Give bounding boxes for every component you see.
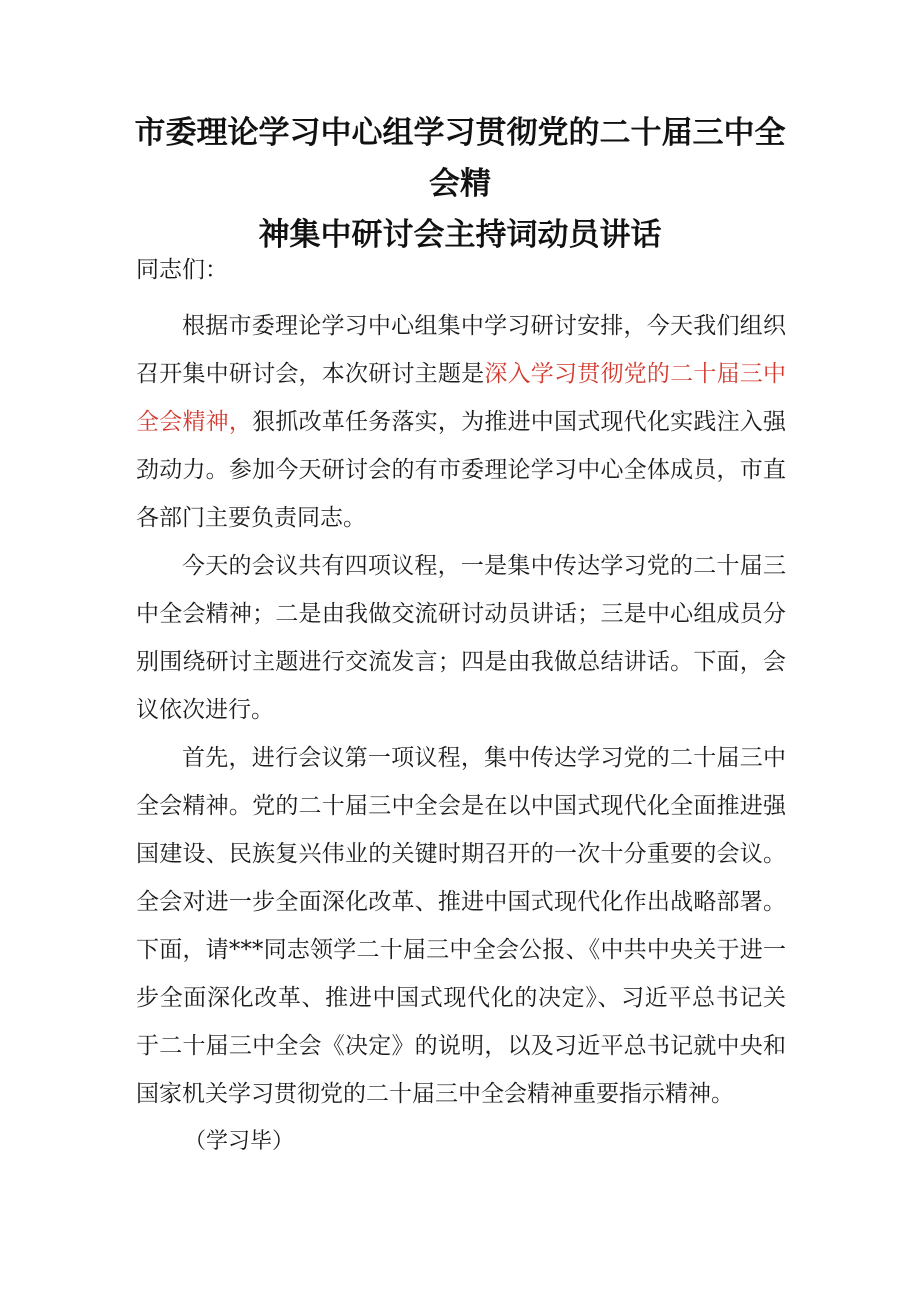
title-line-2: 神集中研讨会主持词动员讲话 <box>258 217 662 253</box>
closing-note: （学习毕） <box>184 1129 295 1154</box>
paragraph-1-text-a: 根据市委理论学习中心组集中学习研讨安排，今天我们组织召开集中研讨会，本次研讨主题是 <box>136 313 786 387</box>
paragraph-2: 今天的会议共有四项议程，一是集中传达学习党的二十届三中全会精神；二是由我做交流研讨动员讲话；三是中心组成员分别围绕研讨主题进行交流发言；四是由我做总结讲话。下面，会议依次进行。 <box>136 553 786 723</box>
paragraph-1 <box>136 302 786 542</box>
salutation: 同志们： <box>136 257 228 283</box>
paragraph-3: 首先，进行会议第一项议程，集中传达学习党的二十届三中全会精神。党的二十届三中全会是在以中国式现代化全面推进强国建设、民族复兴伟业的关键时期召开的一次十分重要的会议。全会对进一步全面深化改革、推进中国式现代化作出战略部署。下面，请***同志领学二十届三中全会公报、《中共中央关于进一步全面深化改革、推进中国式现代化的决定》、习近平总书记关于二十届三中全会《决定》的说明，以及习近平总书记就中央和国家机关学习贯彻党的二十届三中全会精神重要指示精神。 <box>136 745 786 1107</box>
title-line-1: 市委理论学习中心组学习贯彻党的二十届三中全会精 <box>134 115 786 202</box>
paragraph-1-text-b: 狠抓改革任务落实，为推进中国式现代化实践注入强劲动力。参加今天研讨会的有市委理论学习中心全体成员，市直各部门主要负责同志。 <box>136 409 787 531</box>
document-body <box>136 302 786 1118</box>
document-title <box>120 108 800 261</box>
highlighted-theme: 深入学习贯彻党的二十届三中全会精神， <box>136 361 787 435</box>
